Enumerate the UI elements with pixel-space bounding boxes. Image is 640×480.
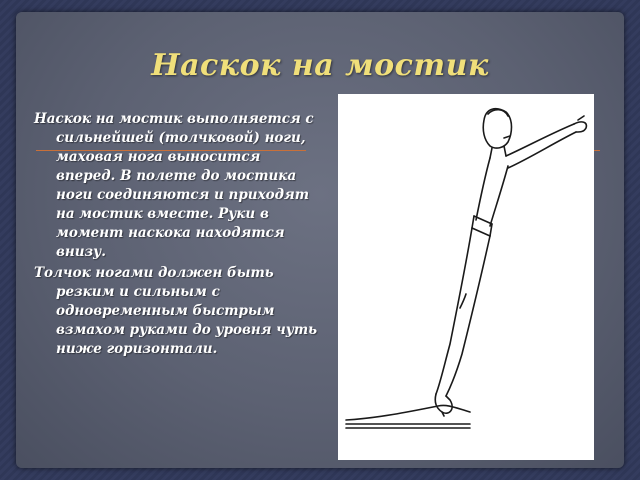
- slide-body-text: [34, 110, 318, 361]
- paragraph-2: Толчок ногами должен быть резким и сильным с одновременным быстрым взмахом руками до уровня чуть ниже горизонтали.: [34, 265, 318, 357]
- paragraph-1: Наскок на мостик выполняется с сильнейшей (толчковой) ноги, маховая нога выносится вперед. В полете до мостика ноги соединяются и приходят на мостик вместе. Руки в момент наскока находятся внизу.: [34, 111, 314, 260]
- slide-title: Наскок на мостик: [151, 48, 489, 83]
- gymnast-illustration: [338, 94, 594, 460]
- gymnast-springboard-icon: [338, 94, 594, 460]
